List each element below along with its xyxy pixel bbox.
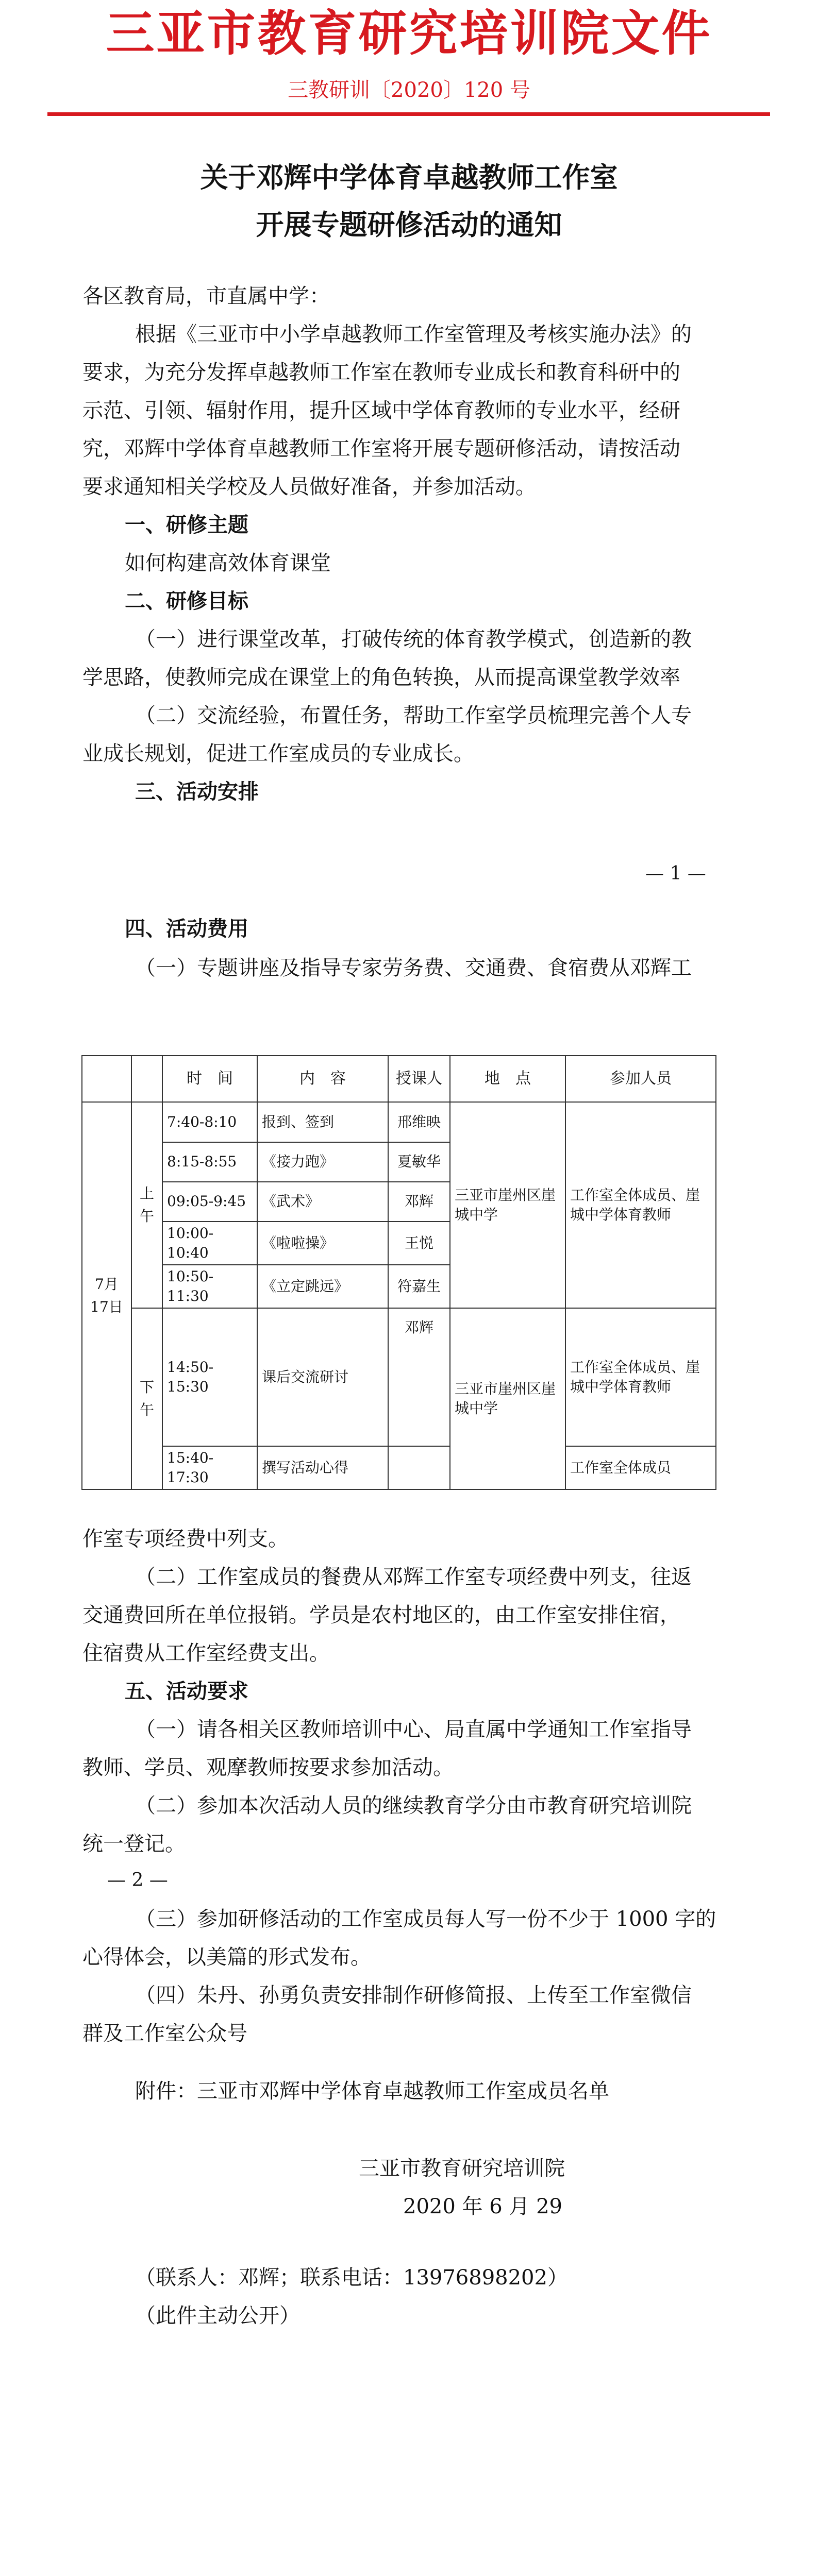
section-2-heading: 二、研修目标 xyxy=(125,589,248,613)
signature-org: 三亚市教育研究培训院 xyxy=(359,2157,565,2180)
intro-line: 根据《三亚市中小学卓越教师工作室管理及考核实施办法》的 xyxy=(135,323,692,346)
section-3-heading: 三、活动安排 xyxy=(135,779,259,804)
teacher-cell: 邓辉 xyxy=(388,1308,450,1446)
teacher-cell: 符嘉生 xyxy=(388,1265,450,1308)
content-cell: 《立定跳远》 xyxy=(257,1265,388,1308)
time-cell: 10:50-11:30 xyxy=(162,1265,257,1308)
intro-line: 要求通知相关学校及人员做好准备，并参加活动。 xyxy=(82,475,536,499)
table-header-blank xyxy=(131,1056,162,1102)
red-divider xyxy=(47,112,770,116)
section-1-text: 如何构建高效体育课堂 xyxy=(125,551,331,575)
table-header-row xyxy=(82,1056,716,1102)
section-4-para-2-line: 交通费回所在单位报销。学员是农村地区的，由工作室安排住宿， xyxy=(82,1603,680,1627)
table-header-blank xyxy=(82,1056,131,1102)
table-header-content: 内 容 xyxy=(257,1056,388,1102)
section-2-para-1-line: （一）进行课堂改革，打破传统的体育教学模式，创造新的教 xyxy=(135,628,692,651)
content-cell: 课后交流研讨 xyxy=(257,1308,388,1446)
content-cell: 《接力跑》 xyxy=(257,1142,388,1182)
section-2-para-1-line: 学思路，使教师完成在课堂上的角色转换，从而提高课堂教学效率 xyxy=(82,666,680,689)
time-cell: 14:50-15:30 xyxy=(162,1308,257,1446)
table-row xyxy=(82,1102,716,1142)
section-2-para-2-line: 业成长规划，促进工作室成员的专业成长。 xyxy=(82,742,474,766)
section-5-para-3-line: 心得体会，以美篇的形式发布。 xyxy=(82,1945,371,1969)
participants-cell-am: 工作室全体成员、崖城中学体育教师 xyxy=(565,1102,716,1308)
section-4-para-1-line: 作室专项经费中列支。 xyxy=(82,1527,289,1551)
date-cell: 7月17日 xyxy=(82,1102,131,1489)
table-row xyxy=(82,1308,716,1446)
table-header-teacher: 授课人 xyxy=(388,1056,450,1102)
content-cell: 《啦啦操》 xyxy=(257,1222,388,1265)
public-disclosure-line: （此件主动公开） xyxy=(135,2304,300,2328)
location-cell-am: 三亚市崖州区崖城中学 xyxy=(450,1102,565,1308)
time-cell: 09:05-9:45 xyxy=(162,1182,257,1222)
participants-cell-pm: 工作室全体成员 xyxy=(565,1446,716,1489)
section-5-para-4-line: 群及工作室公众号 xyxy=(82,2022,247,2045)
participants-cell-pm: 工作室全体成员、崖城中学体育教师 xyxy=(565,1308,716,1446)
document-org-title: 三亚市教育研究培训院文件 xyxy=(106,5,712,62)
table-row xyxy=(82,1446,716,1489)
document-number: 三教研训〔2020〕120 号 xyxy=(288,78,530,102)
section-4-para-1-line: （一）专题讲座及指导专家劳务费、交通费、食宿费从邓辉工 xyxy=(135,956,692,980)
table-header-time: 时 间 xyxy=(162,1056,257,1102)
attachment-line: 附件：三亚市邓辉中学体育卓越教师工作室成员名单 xyxy=(135,2079,609,2103)
signature-date: 2020 年 6 月 29 xyxy=(403,2195,563,2218)
intro-line: 究，邓辉中学体育卓越教师工作室将开展专题研修活动，请按活动 xyxy=(82,437,680,461)
teacher-cell: 夏敏华 xyxy=(388,1142,450,1182)
section-4-para-2-line: 住宿费从工作室经费支出。 xyxy=(82,1641,330,1665)
teacher-cell: 邢维映 xyxy=(388,1102,450,1142)
intro-line: 要求，为充分发挥卓越教师工作室在教师专业成长和教育科研中的 xyxy=(82,361,680,384)
teacher-cell: 邓辉 xyxy=(388,1182,450,1222)
section-5-para-2-line: （二）参加本次活动人员的继续教育学分由市教育研究培训院 xyxy=(135,1794,692,1818)
section-5-heading: 五、活动要求 xyxy=(125,1679,248,1703)
content-cell: 《武术》 xyxy=(257,1182,388,1222)
page-number-1: — 1 — xyxy=(645,863,706,884)
section-1-heading: 一、研修主题 xyxy=(125,513,248,537)
contact-line: （联系人：邓辉；联系电话：13976898202） xyxy=(135,2266,568,2290)
teacher-cell xyxy=(388,1446,450,1489)
time-cell: 8:15-8:55 xyxy=(162,1142,257,1182)
section-2-para-2-line: （二）交流经验，布置任务，帮助工作室学员梳理完善个人专 xyxy=(135,704,692,727)
afternoon-cell: 下午 xyxy=(131,1308,162,1489)
time-cell: 7:40-8:10 xyxy=(162,1102,257,1142)
section-4-para-2-line: （二）工作室成员的餐费从邓辉工作室专项经费中列支，往返 xyxy=(135,1565,692,1589)
morning-cell: 上午 xyxy=(131,1102,162,1308)
section-5-para-1-line: （一）请各相关区教师培训中心、局直属中学通知工作室指导 xyxy=(135,1718,692,1741)
intro-line: 示范、引领、辐射作用，提升区域中学体育教师的专业水平，经研 xyxy=(82,399,680,422)
page-number-2: — 2 — xyxy=(107,1870,168,1891)
content-cell: 撰写活动心得 xyxy=(257,1446,388,1489)
salutation: 各区教育局，市直属中学： xyxy=(82,284,330,308)
time-cell: 15:40-17:30 xyxy=(162,1446,257,1489)
table-header-participants: 参加人员 xyxy=(565,1056,716,1102)
section-4-heading: 四、活动费用 xyxy=(125,917,248,941)
section-5-para-2-line: 统一登记。 xyxy=(82,1832,186,1856)
section-5-para-4-line: （四）朱丹、孙勇负责安排制作研修简报、上传至工作室微信 xyxy=(135,1984,692,2007)
teacher-cell: 王悦 xyxy=(388,1222,450,1265)
table-header-location: 地 点 xyxy=(450,1056,565,1102)
location-cell-pm: 三亚市崖州区崖城中学 xyxy=(450,1308,565,1489)
schedule-table xyxy=(81,1055,716,1490)
section-5-para-1-line: 教师、学员、观摩教师按要求参加活动。 xyxy=(82,1756,454,1780)
notice-title-line-1: 关于邓辉中学体育卓越教师工作室 xyxy=(200,161,618,194)
time-cell: 10:00-10:40 xyxy=(162,1222,257,1265)
section-5-para-3-line: （三）参加研修活动的工作室成员每人写一份不少于 1000 字的 xyxy=(135,1907,716,1931)
content-cell: 报到、签到 xyxy=(257,1102,388,1142)
notice-title-line-2: 开展专题研修活动的通知 xyxy=(256,208,562,241)
